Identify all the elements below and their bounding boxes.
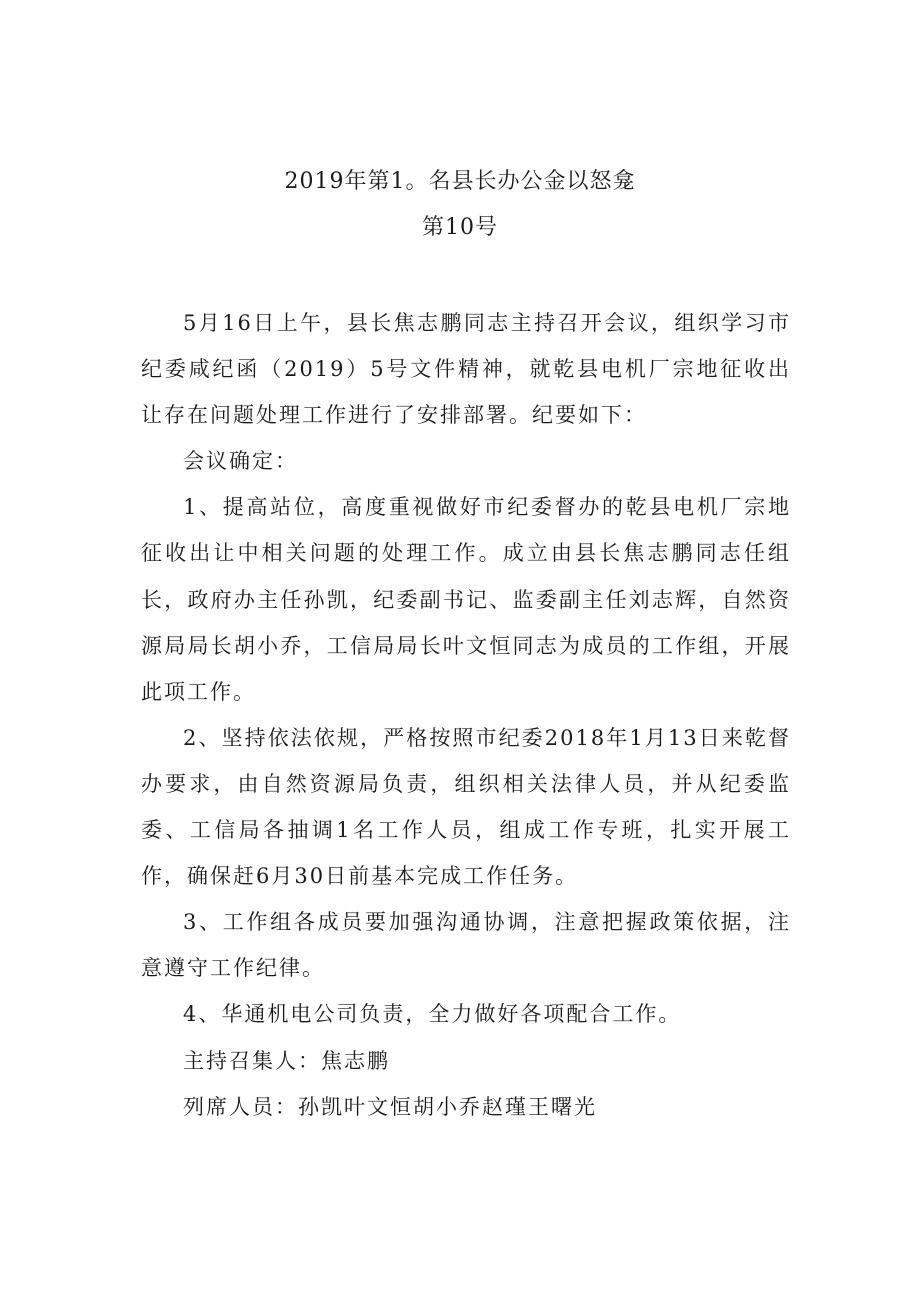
- paragraph-item-1: 1、提高站位，高度重视做好市纪委督办的乾县电机厂宗地征收出让中相关问题的处理工作。成立由县长焦志鹏同志任组长，政府办主任孙凯，纪委副书记、监委副主任刘志辉，自然资源局局长胡小乔，工信局局长叶文恒同志为成员的工作组，开展此项工作。: [141, 495, 791, 704]
- paragraph-item-4: 4、华通机电公司负责，全力做好各项配合工作。: [183, 1002, 682, 1027]
- document-title: 2019年第1。名县长办公金以怒龛: [284, 169, 636, 194]
- paragraph-intro: 5月16日上午，县长焦志鹏同志主持召开会议，组织学习市纪委咸纪函（2019）5号文件精神，就乾县电机厂宗地征收出让存在问题处理工作进行了安排部署。纪要如下：: [141, 311, 791, 428]
- document-body: [141, 300, 791, 1130]
- paragraph-item-3: 3、工作组各成员要加强沟通协调，注意把握政策依据，注意遵守工作纪律。: [141, 910, 791, 981]
- paragraph-item-2: 2、坚持依法依规，严格按照市纪委2018年1月13日来乾督办要求，由自然资源局负责，组织相关法律人员，并从纪委监委、工信局各抽调1名工作人员，组成工作专班，扎实开展工作，确保赶6月30日前基本完成工作任务。: [141, 725, 791, 889]
- document-number: 第10号: [422, 215, 498, 240]
- paragraph-decision-heading: 会议确定：: [183, 449, 298, 474]
- paragraph-convener: 主持召集人：焦志鹏: [183, 1048, 390, 1073]
- paragraph-attendees: 列席人员：孙凯叶文恒胡小乔赵瑾王曙光: [183, 1094, 597, 1119]
